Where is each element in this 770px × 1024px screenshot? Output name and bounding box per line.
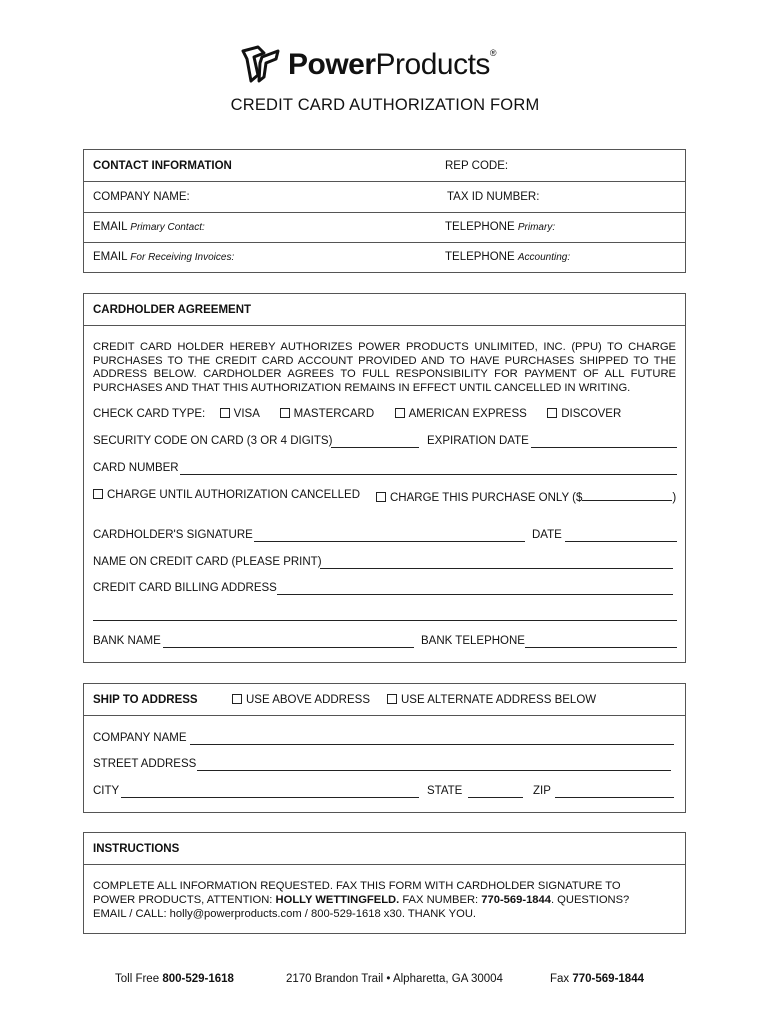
agreement-text: CREDIT CARD HOLDER HEREBY AUTHORIZES POWER PRODUCTS UNLIMITED, INC. (PPU) TO CHARGE PURCHASES TO THE CREDIT CARD ACCOUNT PROVIDED AND TO HAVE PURCHASES SHIPPED TO THE ADDRESS BELOW. CARDHOLDER AGREES TO FULL RESPONSIBILITY FOR PAYMENT OF ALL FUTURE PURCHASES AND THAT THIS AUTHORIZATION REMAINS IN EFFECT UNTIL CANCELLED IN WRITING. [93, 341, 676, 394]
company-name-label: COMPANY NAME: [93, 191, 190, 203]
charge-this-label: CHARGE THIS PURCHASE ONLY ($ [390, 492, 583, 504]
card-number-field[interactable] [180, 474, 677, 475]
ship-state-field[interactable] [468, 797, 523, 798]
ship-state-label: STATE [427, 785, 463, 797]
expiration-label: EXPIRATION DATE [427, 435, 529, 447]
use-above-option [232, 694, 370, 706]
amex-checkbox[interactable] [395, 408, 405, 418]
telephone-primary-label: TELEPHONE Primary: [445, 221, 556, 233]
ship-to-section [83, 683, 686, 813]
form-title: CREDIT CARD AUTHORIZATION FORM [230, 96, 540, 114]
instructions-line-1: COMPLETE ALL INFORMATION REQUESTED. FAX THIS FORM WITH CARDHOLDER SIGNATURE TO [93, 880, 621, 892]
name-on-card-field[interactable] [320, 568, 673, 569]
expiration-field[interactable] [531, 447, 677, 448]
ship-street-field[interactable] [197, 770, 671, 771]
ship-city-field[interactable] [121, 797, 419, 798]
bank-name-label: BANK NAME [93, 635, 161, 647]
email-primary-label: EMAIL Primary Contact: [93, 221, 205, 233]
instructions-line-2: POWER PRODUCTS, ATTENTION: HOLLY WETTINGFELD. FAX NUMBER: 770-569-1844. QUESTIONS? [93, 894, 630, 906]
discover-label: DISCOVER [561, 408, 622, 420]
amex-label: AMERICAN EXPRESS [408, 408, 527, 420]
cardholder-agreement-section [83, 293, 686, 663]
instructions-header: INSTRUCTIONS [93, 843, 180, 855]
ship-zip-field[interactable] [555, 797, 674, 798]
security-code-field[interactable] [331, 447, 419, 448]
bank-name-field[interactable] [163, 647, 414, 648]
rep-code-label: REP CODE: [445, 160, 509, 172]
charge-this-option [376, 489, 676, 504]
use-above-checkbox[interactable] [232, 694, 242, 704]
charge-this-checkbox[interactable] [376, 492, 386, 502]
visa-checkbox[interactable] [220, 408, 230, 418]
security-code-label: SECURITY CODE ON CARD (3 OR 4 DIGITS) [93, 435, 333, 447]
signature-label: CARDHOLDER'S SIGNATURE [93, 529, 253, 541]
use-above-label: USE ABOVE ADDRESS [246, 694, 370, 706]
billing-address-field-2[interactable] [93, 620, 677, 621]
bank-telephone-field[interactable] [525, 647, 677, 648]
use-alternate-checkbox[interactable] [387, 694, 397, 704]
instructions-line-3: EMAIL / CALL: holly@powerproducts.com / 800-529-1618 x30. THANK YOU. [93, 908, 477, 920]
contact-header: CONTACT INFORMATION [93, 160, 232, 172]
mastercard-checkbox[interactable] [280, 408, 290, 418]
charge-until-label: CHARGE UNTIL AUTHORIZATION CANCELLED [107, 489, 361, 501]
card-type-label: CHECK CARD TYPE: [93, 408, 206, 420]
fax-number: 770-569-1844 [481, 894, 551, 906]
signature-field[interactable] [254, 541, 525, 542]
date-field[interactable] [565, 541, 677, 542]
ship-city-label: CITY [93, 785, 120, 797]
billing-address-label: CREDIT CARD BILLING ADDRESS [93, 582, 277, 594]
instructions-section [83, 832, 686, 934]
footer-toll-free: Toll Free 800-529-1618 [115, 973, 234, 985]
discover-checkbox[interactable] [547, 408, 557, 418]
contact-information-section [83, 149, 686, 273]
footer-address: 2170 Brandon Trail • Alpharetta, GA 30004 [286, 973, 503, 985]
tax-id-label: TAX ID NUMBER: [447, 191, 540, 203]
email-invoices-label: EMAIL For Receiving Invoices: [93, 251, 235, 263]
mastercard-label: MASTERCARD [293, 408, 375, 420]
charge-until-option [93, 489, 360, 501]
ship-street-label: STREET ADDRESS [93, 758, 197, 770]
date-label: DATE [532, 529, 562, 541]
charge-amount-field[interactable] [582, 489, 672, 501]
bank-telephone-label: BANK TELEPHONE [421, 635, 525, 647]
telephone-accounting-label: TELEPHONE Accounting: [445, 251, 571, 263]
use-alternate-label: USE ALTERNATE ADDRESS BELOW [401, 694, 597, 706]
company-logo [240, 44, 496, 86]
card-type-row [93, 408, 621, 420]
charge-close-paren: ) [672, 492, 677, 504]
agreement-header: CARDHOLDER AGREEMENT [93, 304, 252, 316]
logo-wordmark: PowerProducts® [288, 48, 497, 81]
name-on-card-label: NAME ON CREDIT CARD (PLEASE PRINT) [93, 556, 322, 568]
ship-company-field[interactable] [190, 744, 674, 745]
visa-label: VISA [233, 408, 260, 420]
footer-fax: Fax 770-569-1844 [550, 973, 644, 985]
card-number-label: CARD NUMBER [93, 462, 179, 474]
attention-name: HOLLY WETTINGFELD. [275, 894, 400, 906]
ship-header: SHIP TO ADDRESS [93, 694, 198, 706]
ship-company-label: COMPANY NAME [93, 732, 187, 744]
ship-zip-label: ZIP [533, 785, 551, 797]
power-products-logo-icon [240, 45, 282, 85]
use-alternate-option [387, 694, 596, 706]
charge-until-checkbox[interactable] [93, 489, 103, 499]
billing-address-field[interactable] [277, 594, 673, 595]
